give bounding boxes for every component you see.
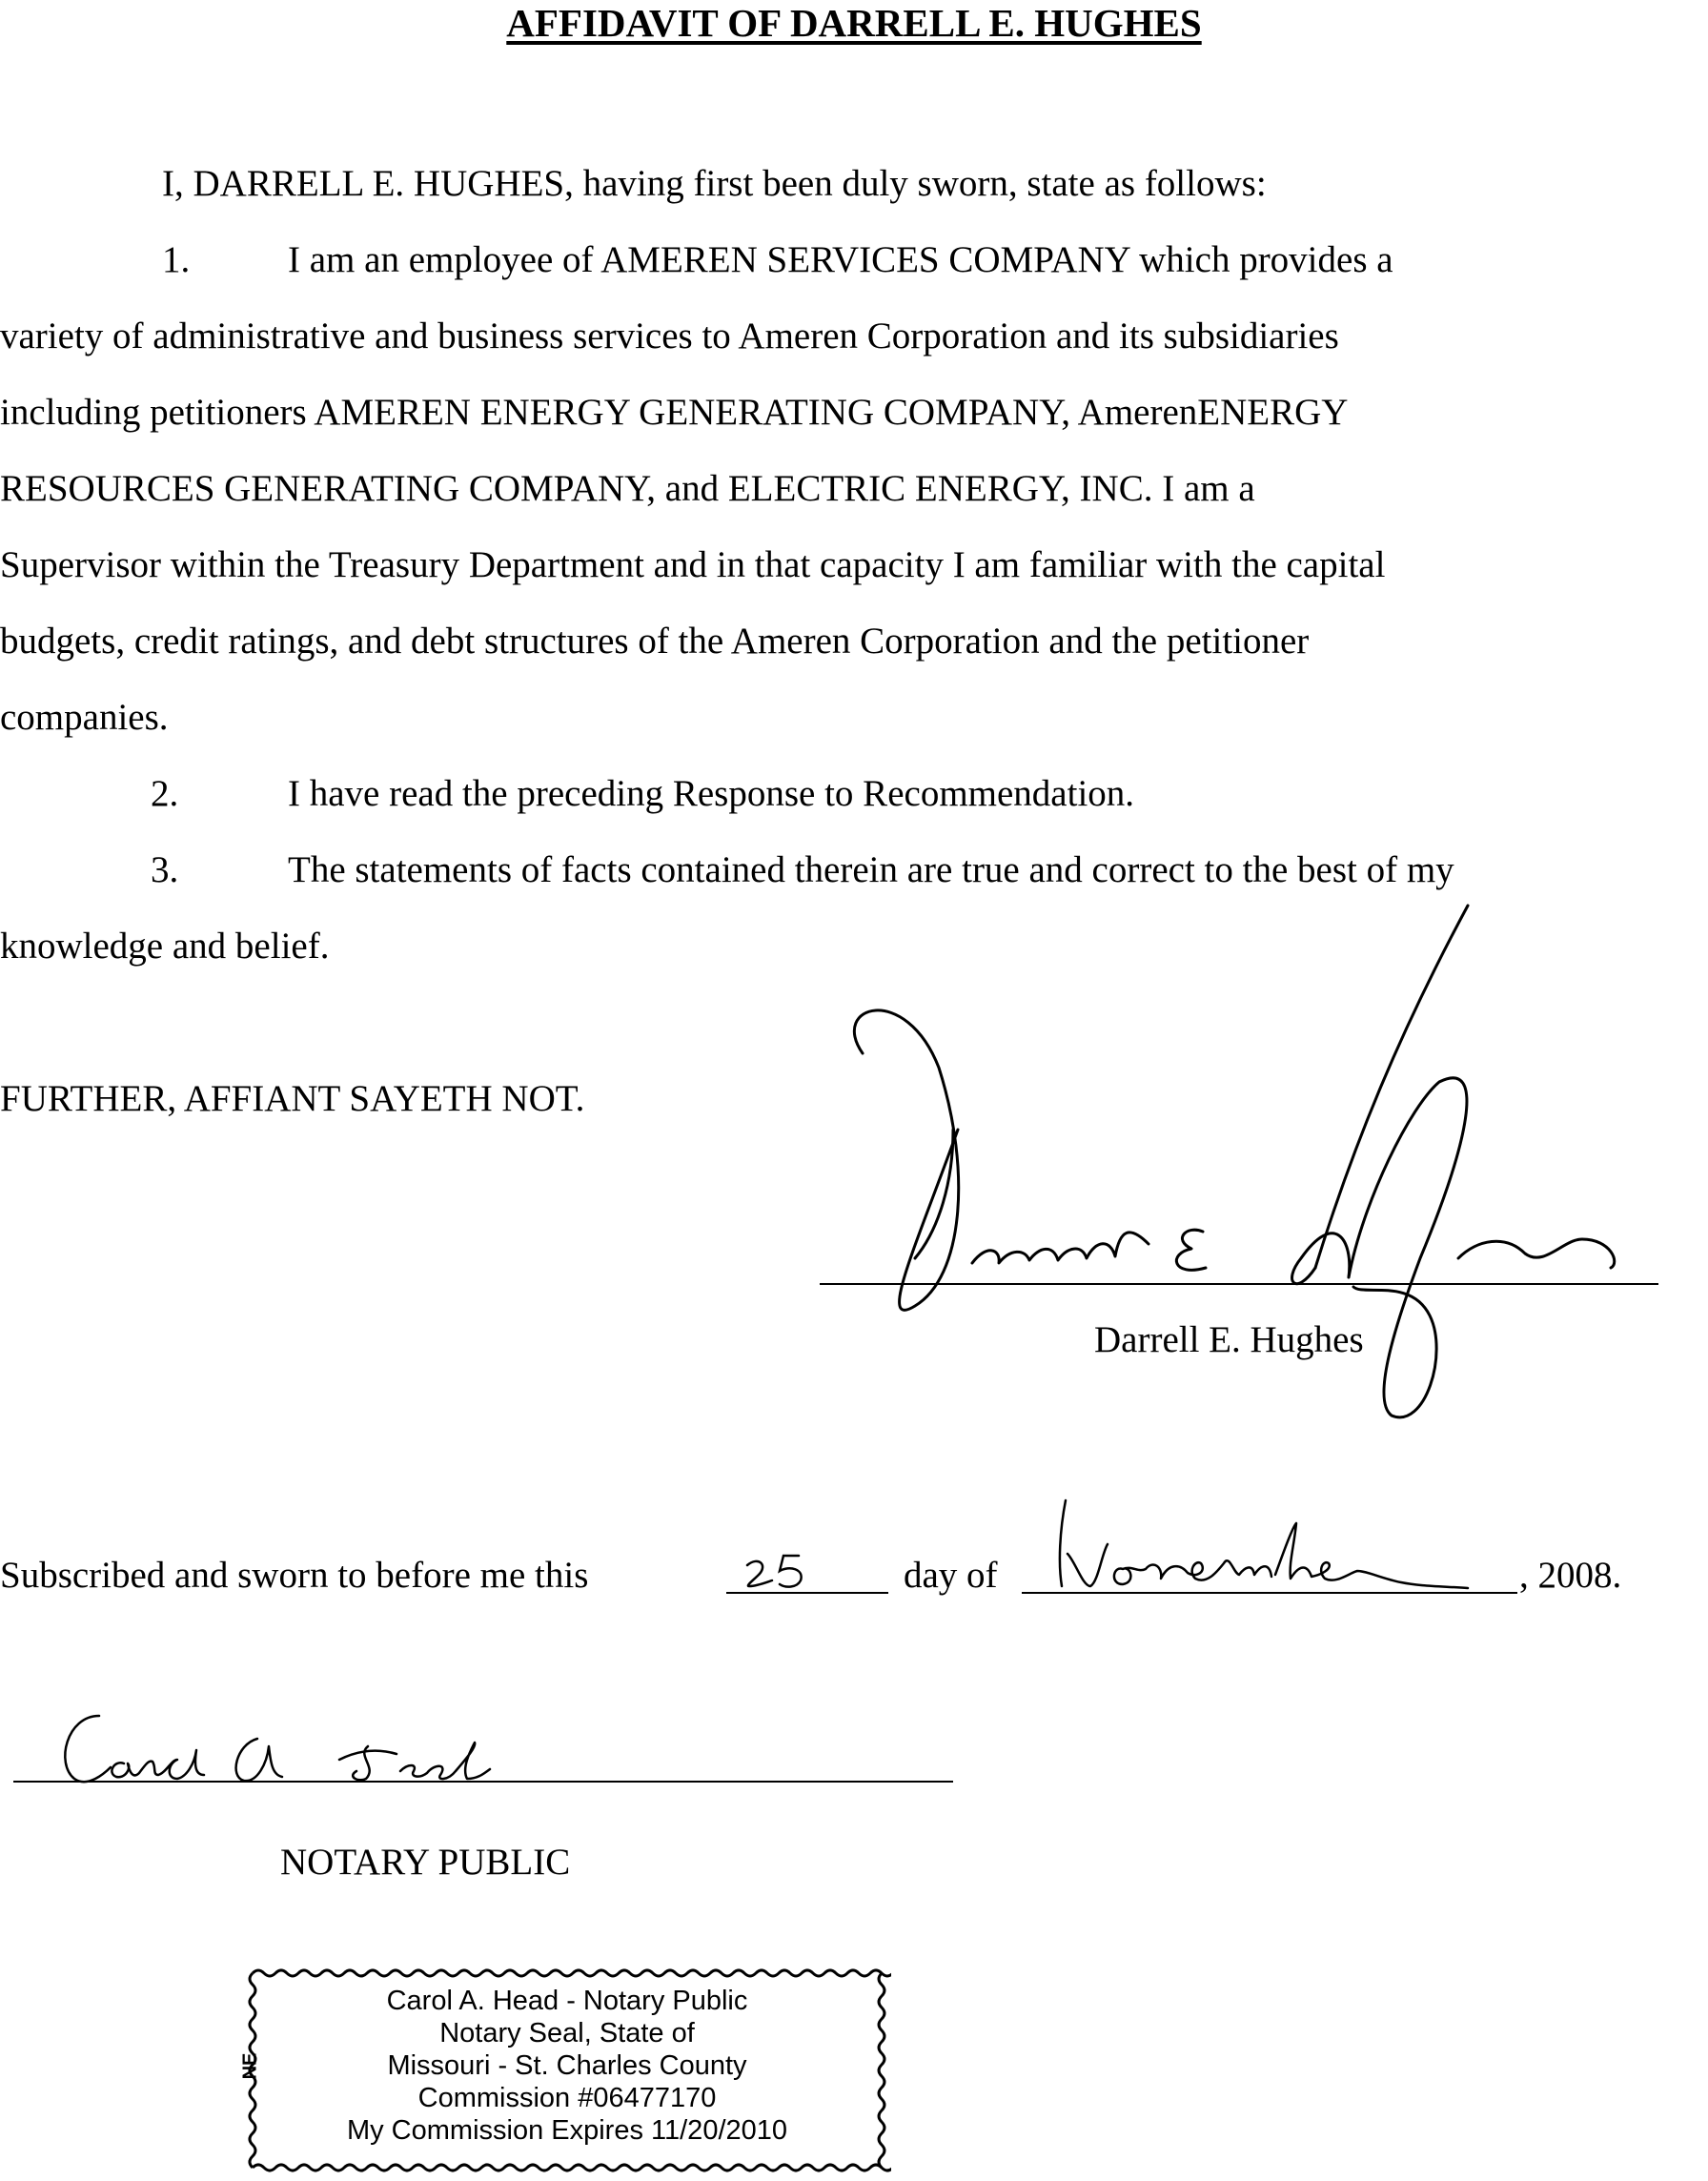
jurat-prefix: Subscribed and sworn to before me this — [0, 1555, 589, 1596]
para2-number: 2. — [151, 773, 179, 814]
para2-text: I have read the preceding Response to Recommendation. — [288, 773, 1135, 814]
seal-line-1: Carol A. Head - Notary Public — [386, 1986, 748, 2016]
further-statement: FURTHER, AFFIANT SAYETH NOT. — [0, 1078, 585, 1119]
seal-line-3: Missouri - St. Charles County — [387, 2050, 747, 2081]
seal-line-5: My Commission Expires 11/20/2010 — [346, 2115, 788, 2146]
notary-seal — [239, 1964, 891, 2177]
affiant-name: Darrell E. Hughes — [1094, 1319, 1364, 1360]
seal-text — [243, 1985, 891, 2147]
para1-line-3: including petitioners AMEREN ENERGY GENERATING COMPANY, AmerenENERGY — [0, 392, 1349, 433]
intro-statement: I, DARRELL E. HUGHES, having first been duly sworn, state as follows: — [162, 163, 1267, 204]
para1-line-5: Supervisor within the Treasury Department and in that capacity I am familiar with the capital — [0, 544, 1386, 585]
para1-line-7: companies. — [0, 697, 169, 738]
notary-signature-line — [13, 1781, 953, 1783]
document-title: AFFIDAVIT OF DARRELL E. HUGHES — [506, 1, 1202, 45]
para3-line-1: The statements of facts contained therein are true and correct to the best of my — [288, 849, 1454, 890]
notary-signature — [0, 1697, 953, 1792]
para1-line-2: variety of administrative and business services to Ameren Corporation and its subsidiaries — [0, 316, 1339, 357]
jurat-day-handwritten — [724, 1544, 896, 1601]
para1-line-4: RESOURCES GENERATING COMPANY, and ELECTRIC ENERGY, INC. I am a — [0, 468, 1255, 509]
para1-number: 1. — [162, 239, 191, 280]
jurat-year: , 2008. — [1519, 1555, 1622, 1596]
seal-line-4: Commission #06477170 — [417, 2083, 717, 2113]
seal-line-2: Notary Seal, State of — [439, 2018, 695, 2049]
para1-line-1: I am an employee of AMEREN SERVICES COMPANY which provides a — [288, 239, 1393, 280]
jurat-month-handwritten — [1020, 1487, 1515, 1601]
para3-number: 3. — [151, 849, 179, 890]
para1-line-6: budgets, credit ratings, and debt structures of the Ameren Corporation and the petitioner — [0, 621, 1310, 662]
jurat-day-of: day of — [904, 1555, 998, 1596]
para3-line-2: knowledge and belief. — [0, 926, 330, 967]
seal-side-mark: NE — [239, 2052, 261, 2080]
notary-label: NOTARY PUBLIC — [280, 1842, 571, 1883]
